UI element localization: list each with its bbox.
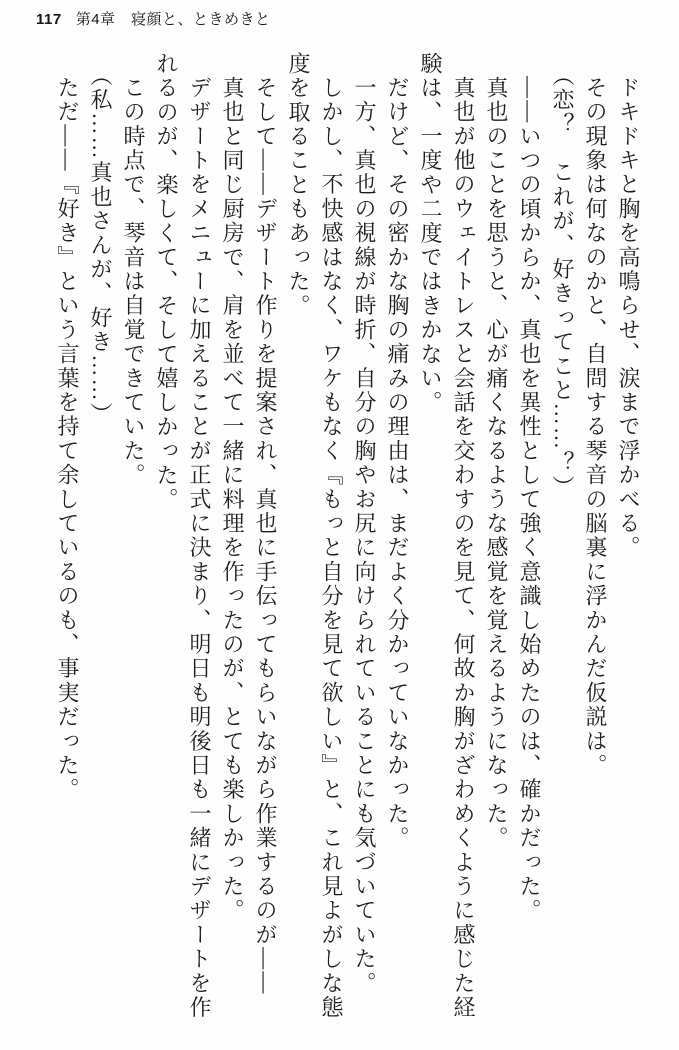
paragraph: ただ――『好き』という言葉を持て余しているのも、事実だった。 [55, 76, 80, 802]
paragraph: ドキドキと胸を高鳴らせ、涙まで浮かべる。 [616, 76, 641, 560]
paragraph: そして――デザート作りを提案され、真也に手伝ってもらいながら作業するのが―― [253, 76, 278, 996]
page-header [36, 8, 271, 29]
paragraph: （恋？ これが、好きってこと……？） [550, 64, 575, 500]
paragraph: 一方、真也の視線が時折、自分の胸やお尻に向けられていることにも気づいていた。 [352, 76, 377, 996]
paragraph: その現象は何なのかと、自問する琴音の脳裏に浮かんだ仮説は。 [583, 76, 608, 778]
paragraph: （私……真也さんが、好き……） [88, 64, 113, 427]
paragraph: デザートをメニューに加えることが正式に決まり、明日も明後日も一緒にデザートを作れるのが、楽しくて、そして嬉しかった。 [154, 52, 212, 1020]
paragraph: 真也が他のウェイトレスと会話を交わすのを見て、何故か胸がざわめくように感じた経験は、一度や二度ではきかない。 [418, 52, 476, 1020]
paragraph: 真也のことを思うと、心が痛くなるような感覚を覚えるようになった。 [484, 76, 509, 851]
paragraph: だけど、その密かな胸の痛みの理由は、まだよく分かっていなかった。 [385, 76, 410, 851]
paragraph: 真也と同じ厨房で、肩を並べて一緒に料理を作ったのが、とても楽しかった。 [220, 76, 245, 923]
novel-text-body [51, 52, 645, 1028]
page-number: 117 [36, 11, 62, 28]
paragraph: しかし、不快感はなく、ワケもなく『もっと自分を見て欲しい』と、これ見よがしな態度を取ることもあった。 [286, 52, 344, 1020]
paragraph: この時点で、琴音は自覚できていた。 [121, 76, 146, 488]
chapter-title: 第4章 寝顔と、ときめきと [75, 11, 271, 28]
paragraph: ――いつの頃からか、真也を異性として強く意識し始めたのは、確かだった。 [517, 76, 542, 924]
